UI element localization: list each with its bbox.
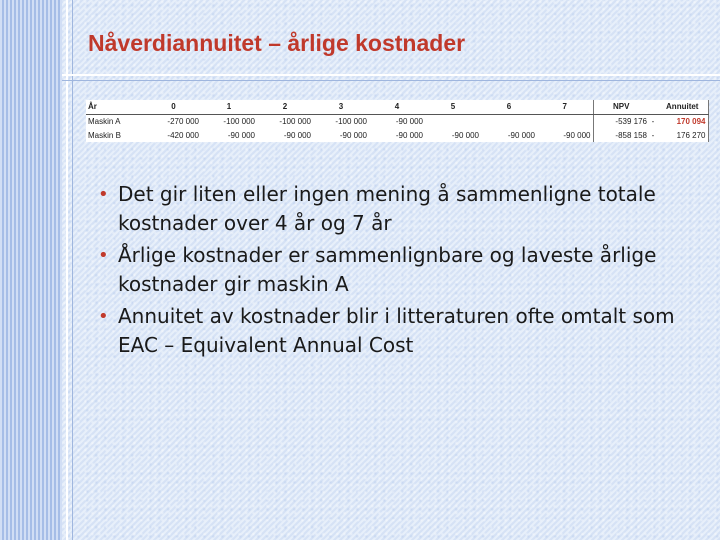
- bullet-text: Annuitet av kostnader blir i litteraturen ofte omtalt som EAC – Equivalent Annual Cost: [118, 304, 675, 357]
- bullet-text: Årlige kostnader er sammenlignbare og laveste årlige kostnader gir maskin A: [118, 243, 657, 296]
- dash-cell: -: [651, 130, 655, 140]
- table-header-cell: 2: [257, 100, 313, 114]
- table-cell: -90 000: [451, 130, 479, 140]
- bullet-item: [96, 241, 708, 299]
- row-label: Maskin B: [88, 130, 121, 140]
- title-underline-rule-secondary: [62, 80, 720, 81]
- table-header-cell: NPV: [593, 100, 649, 114]
- dash-cell: -: [651, 117, 655, 126]
- vertical-rule: [66, 0, 68, 540]
- annuity-cell-highlight: 170 094: [657, 114, 708, 128]
- table-cell: -100 000: [335, 117, 367, 126]
- table-header-cell: År: [86, 100, 146, 114]
- table-cell: -100 000: [223, 117, 255, 126]
- bullet-item: [96, 180, 708, 238]
- bullet-dot-icon: •: [98, 245, 109, 266]
- table-cell: -90 000: [283, 130, 311, 140]
- table-header-cell: [649, 100, 657, 114]
- bullet-item: [96, 302, 708, 360]
- table-cell: [425, 114, 481, 128]
- table-cell: -270 000: [167, 117, 199, 126]
- table-cell: -90 000: [563, 130, 591, 140]
- table-cell: -90 000: [395, 130, 423, 140]
- table-cell: -90 000: [227, 130, 255, 140]
- table-cell: -100 000: [279, 117, 311, 126]
- table-row: [86, 114, 708, 128]
- table-cell: -90 000: [395, 117, 423, 126]
- table-header-cell: 1: [201, 100, 257, 114]
- vertical-rule-secondary: [72, 0, 73, 540]
- bullet-dot-icon: •: [98, 184, 109, 205]
- bullet-dot-icon: •: [98, 306, 109, 327]
- table-cell: [537, 114, 593, 128]
- title-underline-rule: [62, 74, 720, 76]
- table-header-cell: 5: [425, 100, 481, 114]
- annuity-cell: 176 270: [657, 128, 708, 142]
- row-label: Maskin A: [88, 117, 121, 126]
- table-cell: [481, 114, 537, 128]
- npv-cell: -539 176: [593, 114, 649, 128]
- table-header-cell: 6: [481, 100, 537, 114]
- table-header-row: [86, 100, 708, 114]
- bullet-list: [96, 180, 708, 363]
- bullet-text: Det gir liten eller ingen mening å sammenligne totale kostnader over 4 år og 7 år: [118, 182, 656, 235]
- left-decorative-band: [0, 0, 62, 540]
- cost-table: [86, 100, 709, 142]
- table-cell: -90 000: [507, 130, 535, 140]
- table-header-cell: 4: [369, 100, 425, 114]
- table-header-cell: 3: [313, 100, 369, 114]
- slide-title: Nåverdiannuitet – årlige kostnader: [88, 30, 466, 56]
- table-cell: -90 000: [339, 130, 367, 140]
- npv-cell: -858 158: [593, 128, 649, 142]
- table-header-cell: Annuitet: [657, 100, 708, 114]
- table-row: [86, 128, 708, 142]
- table-header-cell: 0: [146, 100, 201, 114]
- table-header-cell: 7: [537, 100, 593, 114]
- table-cell: -420 000: [167, 130, 199, 140]
